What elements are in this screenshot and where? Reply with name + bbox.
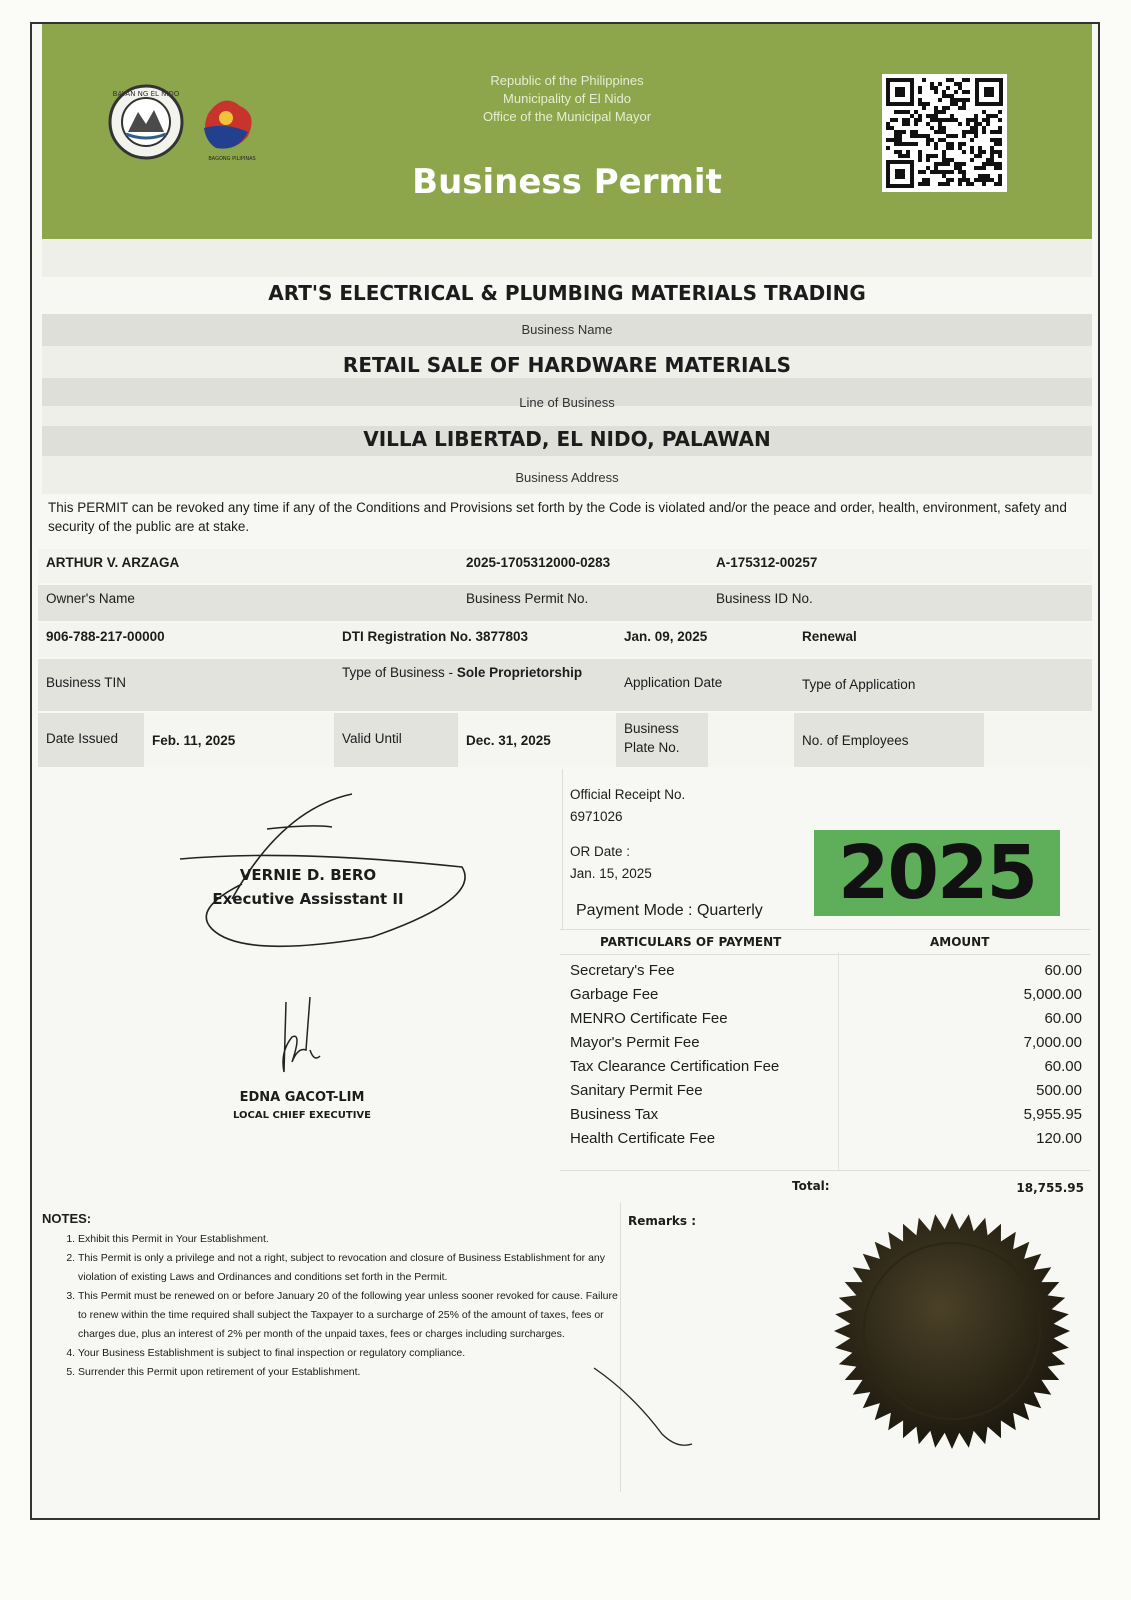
business-plate-no <box>708 713 794 767</box>
notes-list <box>42 1230 622 1382</box>
executive-name: EDNA GACOT-LIM <box>239 1090 365 1105</box>
total-row <box>560 1170 1090 1201</box>
note-item: 1. Exhibit this Permit in Your Establishment. <box>78 1230 622 1249</box>
valid-until-label: Valid Until <box>334 713 458 767</box>
payment-particular: Business Tax <box>570 1106 659 1123</box>
payment-particular: Mayor's Permit Fee <box>570 1034 700 1051</box>
or-label: Official Receipt No. <box>570 787 686 802</box>
note-item: 5. Surrender this Permit upon retirement of your Establishment. <box>78 1363 622 1382</box>
total-label: Total: <box>792 1179 830 1193</box>
col-amount: AMOUNT <box>930 935 990 949</box>
assistant-title: Executive Assisstant II <box>212 890 404 908</box>
payment-amount: 60.00 <box>1044 1058 1082 1075</box>
payment-particular: MENRO Certificate Fee <box>570 1010 728 1027</box>
remarks-label: Remarks : <box>628 1214 696 1228</box>
payment-particular: Health Certificate Fee <box>570 1130 716 1147</box>
payment-row <box>560 1055 1090 1079</box>
business-name-label: Business Name <box>521 322 613 337</box>
permit-sheet <box>30 22 1100 1520</box>
payment-amount: 60.00 <box>1044 962 1082 979</box>
notes-title: NOTES: <box>42 1211 92 1226</box>
note-item: 2. This Permit is only a privilege and not a right, subject to revocation and closure of Business Establishment for any violation of existing Laws and Ordinances and conditions set forth in the Permit. <box>78 1249 622 1287</box>
dti-registration: DTI Registration No. 3877803 <box>334 623 616 657</box>
assistant-name: VERNIE D. BERO <box>239 866 377 884</box>
payment-row <box>560 1079 1090 1103</box>
owner-name-label: Owner's Name <box>38 585 458 621</box>
payment-row <box>560 959 1090 983</box>
permit-no-label: Business Permit No. <box>458 585 708 621</box>
or-date-label: OR Date : <box>570 844 631 859</box>
revocation-disclaimer: This PERMIT can be revoked any time if any of the Conditions and Provisions set forth by the Code is violated and/or the peace and order, health, environment, safety and security of the public are at stake. <box>48 500 1067 534</box>
or-date: Jan. 15, 2025 <box>570 866 652 881</box>
payment-mode: Payment Mode : Quarterly <box>576 902 763 919</box>
bagong-pilipinas-text: BAGONG PILIPINAS <box>208 156 256 162</box>
owner-name: ARTHUR V. ARZAGA <box>38 549 458 583</box>
payment-particular: Sanitary Permit Fee <box>570 1082 703 1099</box>
executive-title: LOCAL CHIEF EXECUTIVE <box>233 1110 371 1121</box>
header-banner <box>42 24 1092 239</box>
or-date-block <box>570 841 652 885</box>
type-of-application: Renewal <box>794 623 1092 657</box>
payment-row <box>560 1127 1090 1151</box>
line-of-business: RETAIL SALE OF HARDWARE MATERIALS <box>342 353 792 377</box>
payment-row <box>560 1103 1090 1127</box>
business-address-label: Business Address <box>515 470 619 485</box>
type-of-business <box>334 659 616 711</box>
official-seal-icon <box>832 1209 1072 1454</box>
payment-amount: 5,000.00 <box>1023 986 1082 1003</box>
payment-amount: 7,000.00 <box>1023 1034 1082 1051</box>
payment-row <box>560 983 1090 1007</box>
business-tin: 906-788-217-00000 <box>38 623 334 657</box>
executive-signature-icon <box>262 992 332 1092</box>
date-issued: Feb. 11, 2025 <box>144 713 334 767</box>
notes <box>42 1209 622 1382</box>
payment-particular: Tax Clearance Certification Fee <box>570 1058 780 1075</box>
business-tin-label: Business TIN <box>38 659 334 711</box>
or-number: 6971026 <box>570 809 623 824</box>
payment-particular: Secretary's Fee <box>570 962 675 979</box>
note-item: 3. This Permit must be renewed on or before January 20 of the following year unless sooner revoked for cause. Failure to renew within the time required shall subject the Taxpayer to a surcharge of 25% of the amount of taxes, fees or charges due, plus an interest of 2% per month of the unpaid taxes, fees or charges including surcharges. <box>78 1287 622 1344</box>
year-sticker: 2025 <box>814 830 1060 916</box>
payment-row <box>560 1007 1090 1031</box>
payment-particular: Garbage Fee <box>570 986 659 1003</box>
payment-amount: 60.00 <box>1044 1010 1082 1027</box>
page-title: Business Permit <box>412 162 722 202</box>
seal-text: BAYAN NG EL NIDO <box>112 90 180 98</box>
type-of-business-label: Type of Business - <box>342 665 457 680</box>
total-amount: 18,755.95 <box>1016 1181 1084 1195</box>
col-particulars: PARTICULARS OF PAYMENT <box>600 935 782 949</box>
application-date-label: Application Date <box>616 659 794 711</box>
business-id-label: Business ID No. <box>708 585 1092 621</box>
payment-header <box>560 929 1090 955</box>
type-of-application-label: Type of Application <box>794 659 1092 711</box>
payment-row <box>560 1031 1090 1055</box>
no-of-employees <box>984 713 1092 767</box>
payment-amount: 500.00 <box>1036 1082 1082 1099</box>
valid-until: Dec. 31, 2025 <box>458 713 616 767</box>
date-issued-label: Date Issued <box>38 713 144 767</box>
business-id-no: A-175312-00257 <box>708 549 1092 583</box>
business-address: VILLA LIBERTAD, EL NIDO, PALAWAN <box>363 427 771 451</box>
payment-amount: 120.00 <box>1036 1130 1082 1147</box>
business-permit-no: 2025-1705312000-0283 <box>458 549 708 583</box>
header-line-2: Municipality of El Nido <box>503 91 631 106</box>
no-of-employees-label: No. of Employees <box>794 713 984 767</box>
type-of-business-value: Sole Proprietorship <box>456 665 583 680</box>
payment-list <box>560 959 1090 1151</box>
qr-code-icon[interactable] <box>882 74 1007 192</box>
business-plate-label: Business Plate No. <box>616 713 708 767</box>
business-name: ART'S ELECTRICAL & PLUMBING MATERIALS TRADING <box>268 281 866 305</box>
payment-amount: 5,955.95 <box>1023 1106 1082 1123</box>
official-receipt <box>570 784 685 828</box>
header-line-3: Office of the Municipal Mayor <box>482 109 652 124</box>
application-date: Jan. 09, 2025 <box>616 623 794 657</box>
pen-stroke-icon <box>592 1364 702 1454</box>
header-line-1: Republic of the Philippines <box>490 73 644 88</box>
note-item: 4. Your Business Establishment is subject to final inspection or regulatory compliance. <box>78 1344 622 1363</box>
line-of-business-label: Line of Business <box>519 395 615 410</box>
